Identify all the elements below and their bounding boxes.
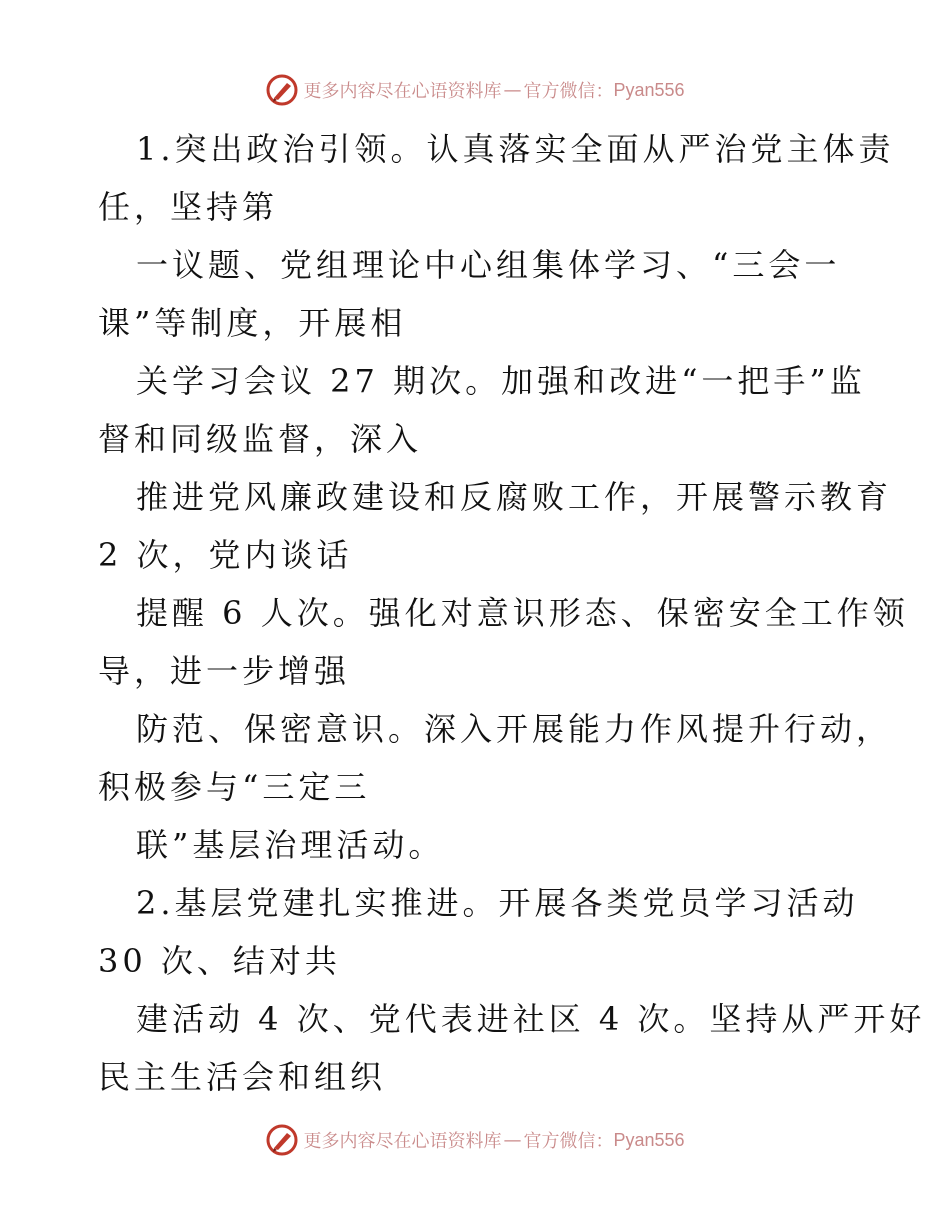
body-line: 导，进一步增强 — [98, 652, 351, 690]
body-line: 2 次，党内谈话 — [98, 536, 353, 574]
document-body — [98, 120, 926, 1106]
body-line: 积极参与“三定三 — [98, 768, 371, 806]
watermark-account-label: 官方微信： — [523, 81, 614, 102]
body-line: 防范、保密意识。深入开展能力作风提升行动， — [136, 710, 893, 748]
body-line: 建活动 4 次、党代表进社区 4 次。坚持从严开好 — [136, 1000, 926, 1038]
body-line: 一议题、党组理论中心组集体学习、“三会一 — [136, 246, 841, 284]
body-line: 任，坚持第 — [98, 188, 279, 226]
body-line: 提醒 6 人次。强化对意识形态、保密安全工作领 — [136, 594, 909, 632]
footer-watermark — [0, 1120, 950, 1160]
watermark-account-label: 官方微信： — [523, 1131, 614, 1152]
body-line: 督和同级监督，深入 — [98, 420, 423, 458]
watermark-account-id: Pyan556 — [613, 1129, 685, 1150]
pen-logo-icon — [265, 73, 299, 107]
body-line: 1.突出政治引领。认真落实全面从严治党主体责 — [136, 130, 895, 168]
body-line: 联”基层治理活动。 — [136, 826, 445, 864]
header-watermark — [0, 70, 950, 110]
body-line: 推进党风廉政建设和反腐败工作，开展警示教育 — [136, 478, 893, 516]
watermark-separator: — — [503, 1129, 522, 1151]
body-line: 30 次、结对共 — [98, 942, 341, 980]
pen-logo-icon — [265, 1123, 299, 1157]
watermark-separator: — — [503, 79, 522, 101]
body-line: 课”等制度，开展相 — [98, 304, 407, 342]
body-line: 2.基层党建扎实推进。开展各类党员学习活动 — [136, 884, 859, 922]
watermark-text: 更多内容尽在心语资料库 — [303, 1131, 502, 1152]
watermark-text: 更多内容尽在心语资料库 — [303, 81, 502, 102]
body-line: 民主生活会和组织 — [98, 1058, 387, 1096]
watermark-account-id: Pyan556 — [613, 79, 685, 100]
body-line: 关学习会议 27 期次。加强和改进“一把手”监 — [136, 362, 866, 400]
